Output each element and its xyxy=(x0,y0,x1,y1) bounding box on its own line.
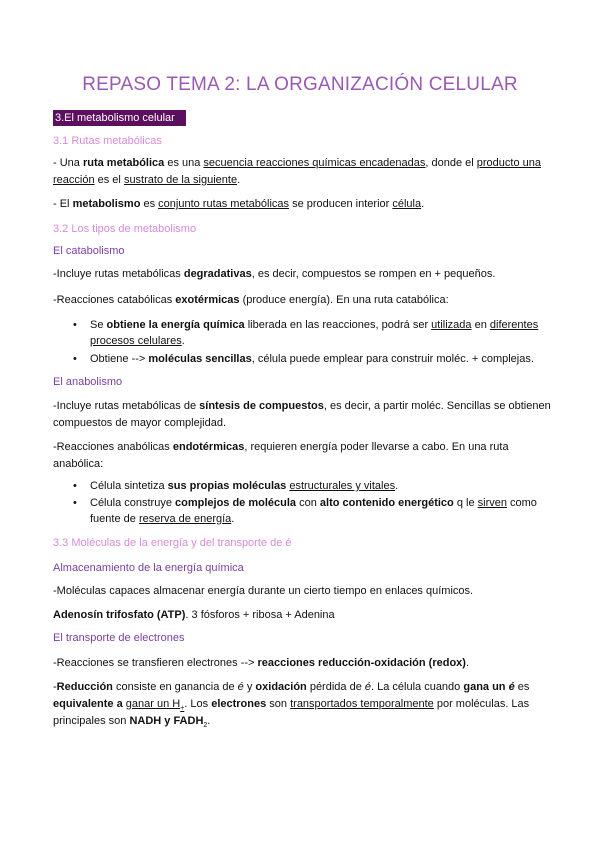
paragraph-transporte-2: -Reducción consiste en ganancia de é y oxidación pérdida de é. La célula cuando gana un é es equivalente a ganar un $H_+$. Los electrones son transportados temporalmente por moléculas. Las principales son NADH y $FADH_2$. xyxy=(53,681,530,730)
list-item: • Célula sintetiza sus propias moléculas estructurales y vitales. xyxy=(53,478,553,494)
paragraph-catabolismo-1: -Incluye rutas metabólicas degradativas, es decir, compuestos se rompen en + pequeños. xyxy=(53,268,496,280)
paragraph-atp: Adenosín trifosfato (ATP). 3 fósforos + ribosa + Adenina xyxy=(53,609,335,621)
list-item: • Se obtiene la energía química liberada en las reacciones, podrá ser utilizada en diferentes procesos celulares. xyxy=(53,317,553,349)
paragraph-metabolismo: - El metabolismo es conjunto rutas metabólicas se producen interior célula. xyxy=(53,198,425,210)
heading-anabolismo: El anabolismo xyxy=(53,376,123,388)
catabolismo-list xyxy=(53,317,553,367)
subsection-3-2: 3.2 Los tipos de metabolismo xyxy=(53,223,197,235)
page-title: REPASO TEMA 2: LA ORGANIZACIÓN CELULAR xyxy=(82,74,518,95)
paragraph-ruta-metabolica: - Una ruta metabólica es una secuencia reacciones químicas encadenadas, donde el producto una reacción es el sustrato de la siguiente. xyxy=(53,157,541,186)
anabolismo-list xyxy=(53,478,553,527)
heading-transporte: El transporte de electrones xyxy=(53,632,185,644)
paragraph-anabolismo-2: -Reacciones anabólicas endotérmicas, requieren energía poder llevarse a cabo. En una ruta anabólica: xyxy=(53,441,509,470)
section-heading: 3.El metabolismo celular xyxy=(53,110,186,126)
heading-catabolismo: El catabolismo xyxy=(53,245,125,257)
heading-almacenamiento: Almacenamiento de la energía química xyxy=(53,562,244,574)
paragraph-almacenamiento: -Moléculas capaces almacenar energía durante un cierto tiempo en enlaces químicos. xyxy=(53,585,474,597)
list-item: • Obtiene --> moléculas sencillas, célula puede emplear para construir moléc. + complejas. xyxy=(53,351,553,367)
paragraph-transporte-1: -Reacciones se transfieren electrones --> reacciones reducción-oxidación (redox). xyxy=(53,657,470,669)
subsection-3-1: 3.1 Rutas metabólicas xyxy=(53,135,162,147)
paragraph-catabolismo-2: -Reacciones catabólicas exotérmicas (produce energía). En una ruta catabólica: xyxy=(53,294,449,306)
paragraph-anabolismo-1: -Incluye rutas metabólicas de síntesis de compuestos, es decir, a partir moléc. Sencillas se obtienen compuestos de mayor complejidad. xyxy=(53,400,551,429)
subsection-3-3: 3.3 Moléculas de la energía y del transporte de é xyxy=(53,537,292,549)
list-item: • Célula construye complejos de molécula con alto contenido energético q le sirven como fuente de reserva de energía. xyxy=(53,495,553,527)
